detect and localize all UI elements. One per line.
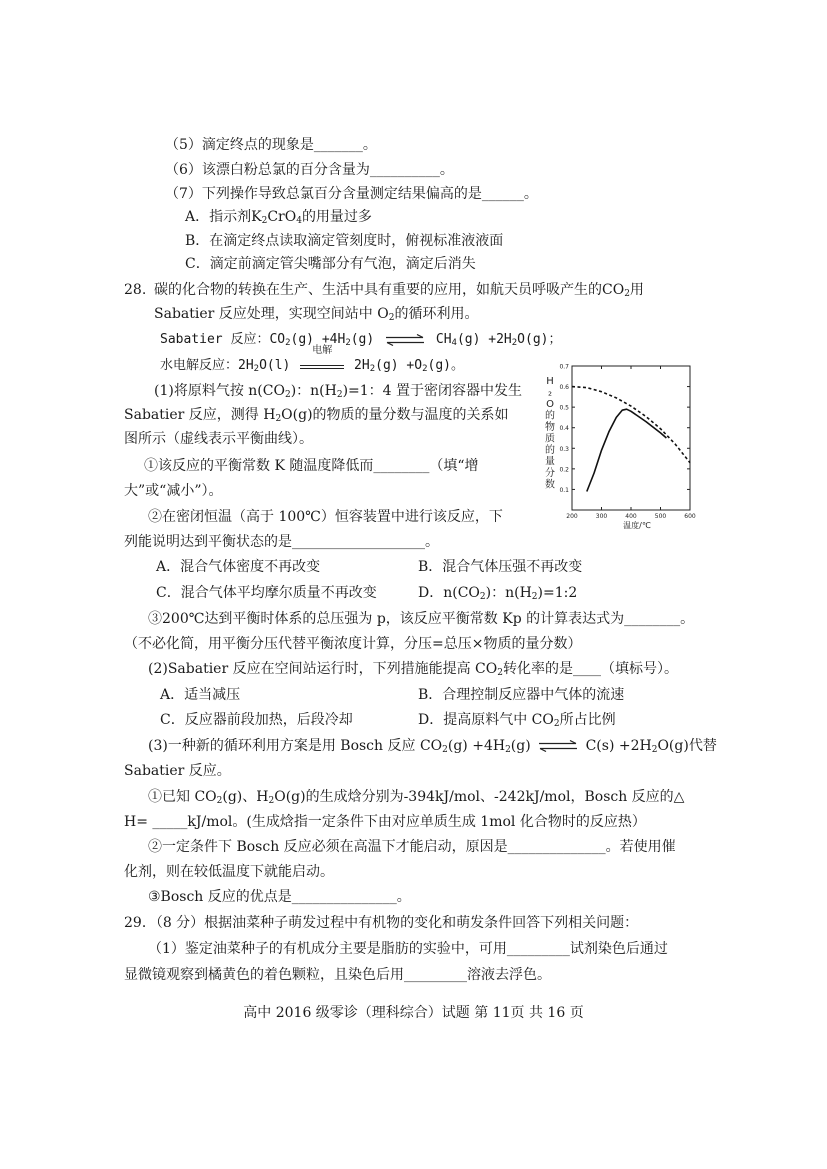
option-b: B．混合气体压强不再改变 (418, 559, 583, 575)
x-axis-label: 温度/℃ (623, 521, 651, 530)
question-28-number: 28. (124, 282, 147, 298)
bosch-1-line1: ①已知 $CO_2(g)$、$H_2O(g)$的生成焓分别为-394kJ/mol、-242kJ/mol，Bosch 反应的△ (148, 789, 685, 806)
series-group (572, 387, 690, 492)
water-fraction-chart (536, 360, 696, 530)
question-6: （6）该漂白粉总氯的百分含量为__________。 (165, 162, 454, 178)
y-axis-label (545, 376, 555, 491)
y-tick-label: 0.5 (559, 404, 569, 412)
part-1-line3: 图所示（虚线表示平衡曲线）。 (124, 431, 313, 447)
x-tick-label: 600 (684, 513, 696, 520)
equilibrium-arrow-icon (385, 334, 425, 346)
y-axis-label-char: 量 (545, 456, 555, 468)
y-tick-label: 0.6 (559, 384, 569, 392)
y-ticks (559, 364, 690, 494)
bosch-2-line1: ②一定条件下 Bosch 反应必须在高温下才能启动，原因是______________。若使用催 (148, 839, 676, 855)
series-line-measured (587, 409, 667, 491)
part-2-option-c: C．反应器前段加热，后段冷却 (160, 712, 353, 728)
part-3-line1: (3)一种新的循环利用方案是用 Bosch 反应 $CO_2(g) +4H_2(g)$ $C(s) +2H_2O(g)$代替 (148, 738, 717, 755)
y-axis-label-char: H (546, 376, 554, 387)
y-tick-label: 0.1 (559, 486, 569, 494)
question-29-line2: （1）鉴定油菜种子的有机成分主要是脂肪的实验中，可用_________试剂染色后通过 (148, 941, 668, 957)
y-axis-label-char: 分 (545, 468, 555, 479)
question-7: （7）下列操作导致总氯百分含量测定结果偏高的是______。 (165, 186, 538, 202)
y-axis-label-char: 数 (545, 479, 555, 491)
bosch-3-line: ③Bosch 反应的优点是_______________。 (148, 889, 411, 905)
bosch-1-line2: H= _____kJ/mol。(生成焓指一定条件下由对应单质生成 1mol 化合物时的反应热） (124, 814, 646, 830)
y-axis-label-char: ₂ (547, 387, 553, 399)
sub-question-3-line2: （不必化简，用平衡分压代替平衡浓度计算，分压=总压×物质的量分数） (124, 636, 582, 652)
sub-question-3-line1: ③200℃达到平衡时体系的总压强为 p，该反应平衡常数 Kp 的计算表达式为________。 (148, 611, 695, 627)
part-1-line1: (1)将原料气按 $n(CO_2)$：$n(H_2)=1$：4 置于密闭容器中发生 (154, 383, 523, 400)
part-2-line: (2)Sabatier 反应在空间站运行时，下列措施能提高 $CO_2$转化率的是____（填标号）。 (148, 661, 678, 678)
sub-question-1-line2: 大”或“减小”）。 (124, 483, 223, 499)
bosch-2-line2: 化剂，则在较低温度下就能启动。 (124, 864, 334, 880)
sabatier-equation: Sabatier 反应：$CO_2(g) +4H_2(g)$ $CH_4(g) +2H_2O(g)$； (160, 332, 562, 348)
sub-question-1-line1: ①该反应的平衡常数 K 随温度降低而________（填“增 (144, 458, 479, 474)
question-29-line3: 显微镜观察到橘黄色的着色颗粒，且染色后用_________溶液去浮色。 (124, 967, 551, 983)
question-7-option-a: A．指示剂$K_2CrO_4$的用量过多 (185, 209, 372, 226)
y-tick-label: 0.2 (559, 466, 569, 474)
option-a: A．混合气体密度不再改变 (156, 559, 321, 575)
page-footer: 高中 2016 级零诊（理科综合）试题 第 11页 共 16 页 (243, 1005, 584, 1021)
x-tick-label: 400 (625, 513, 637, 520)
x-tick-label: 200 (566, 513, 578, 520)
question-28-intro-line1: 碳的化合物的转换在生产、生活中具有重要的应用，如航天员呼吸产生的$CO_2$用 (154, 282, 644, 299)
part-2-option-b: B．合理控制反应器中气体的流速 (418, 687, 625, 703)
equilibrium-arrow-icon (538, 740, 578, 752)
y-axis-label-char: 质 (545, 433, 555, 445)
y-axis-label-char: 物 (545, 422, 555, 433)
series-line-equilibrium (572, 387, 690, 463)
x-tick-label: 500 (654, 513, 667, 520)
x-tick-label: 300 (595, 513, 608, 520)
sub-question-2-line2: 列能说明达到平衡状态的是___________________。 (124, 534, 439, 550)
part-3-line2: Sabatier 反应。 (124, 763, 231, 779)
question-7-option-c: C．滴定前滴定管尖嘴部分有气泡，滴定后消失 (185, 256, 476, 272)
part-1-line2: Sabatier 反应，测得 $H_2O(g)$的物质的量分数与温度的关系如 (124, 407, 509, 424)
question-28-intro-line2: Sabatier 反应处理，实现空间站中 $O_2$的循环利用。 (154, 306, 479, 323)
question-7-option-b: B．在滴定终点读取滴定管刻度时，俯视标准液液面 (185, 233, 504, 249)
y-axis-label-char: 的 (545, 445, 555, 456)
x-ticks (566, 366, 696, 520)
question-5: （5）滴定终点的现象是_______。 (165, 137, 377, 153)
option-d: D．$n(CO_2)$：$n(H_2)=1:2$ (418, 585, 578, 602)
part-2-option-a: A．适当减压 (160, 687, 241, 703)
y-tick-label: 0.7 (559, 363, 569, 371)
electrolysis-equation: 水电解反应：$2H_2O(l)$ 电解 $2H_2(g) +O_2(g)$。 (160, 345, 464, 374)
question-29-line1: 29．（8 分）根据油菜种子萌发过程中有机物的变化和萌发条件回答下列相关问题： (124, 915, 639, 931)
part-2-option-d: D．提高原料气中 $CO_2$所占比例 (418, 712, 616, 729)
y-tick-label: 0.4 (559, 425, 569, 433)
y-axis-label-char: O (546, 399, 554, 410)
option-c: C．混合气体平均摩尔质量不再改变 (156, 585, 377, 601)
y-axis-label-char: 的 (545, 410, 555, 422)
sub-question-2-line1: ②在密闭恒温（高于 100℃）恒容装置中进行该反应，下 (148, 509, 503, 525)
y-tick-label: 0.3 (559, 445, 569, 453)
electrolysis-condition: 电解 (300, 358, 344, 369)
